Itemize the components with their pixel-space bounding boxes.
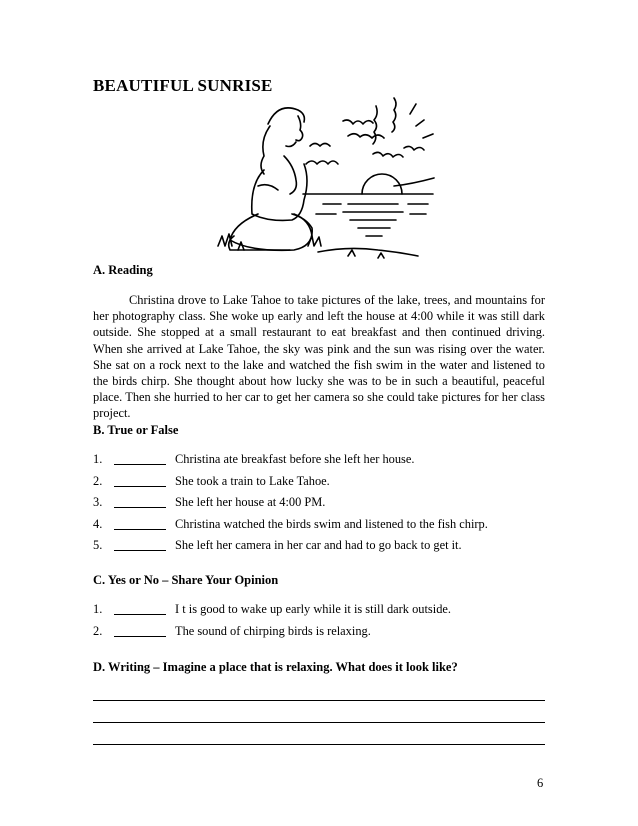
answer-blank[interactable] — [114, 529, 166, 530]
page-number: 6 — [537, 776, 544, 790]
item-text: Christina ate breakfast before she left her house. — [175, 452, 415, 466]
item-number: 4. — [93, 516, 103, 531]
answer-blank[interactable] — [114, 614, 166, 615]
item-text: She took a train to Lake Tahoe. — [175, 473, 330, 488]
answer-blank[interactable] — [114, 486, 166, 487]
list-item — [93, 624, 545, 646]
item-number: 2. — [93, 623, 103, 638]
item-number: 2. — [93, 473, 103, 488]
list-item — [93, 517, 545, 539]
writing-line[interactable] — [93, 722, 545, 723]
item-text: The sound of chirping birds is relaxing. — [175, 623, 371, 638]
item-number: 5. — [93, 538, 103, 552]
reading-passage: Christina drove to Lake Tahoe to take pictures of the lake, trees, and mountains for her photography class. She woke up early and left the house at 4:00 while it was still dark outside. She stopped at a small restaurant to eat breakfast and then continued driving. When she arrived at Lake Tahoe, the sky was pink and the sun was rising over the water. She sat on a rock next to the lake and watched the fish swim in the water and listened to the birds chirp. She thought about how lucky she was to be in such a beautiful, peaceful place. Then she hurried to her car to get her camera so she could take pictures for her class project. — [93, 293, 545, 421]
item-text: She left her house at 4:00 PM. — [175, 495, 326, 509]
item-text: She left her camera in her car and had to go back to get it. — [175, 538, 462, 552]
section-c-heading: C. Yes or No – Share Your Opinion — [93, 573, 279, 587]
writing-line[interactable] — [93, 744, 545, 745]
true-false-list — [93, 452, 545, 560]
item-text: I t is good to wake up early while it is still dark outside. — [175, 602, 451, 616]
section-a-heading: A. Reading — [93, 263, 153, 277]
item-number: 1. — [93, 602, 103, 616]
woman-watching-sunrise-illustration — [198, 86, 448, 266]
list-item — [93, 538, 545, 560]
yes-no-list — [93, 602, 545, 645]
item-number: 3. — [93, 495, 103, 509]
writing-line[interactable] — [93, 700, 545, 701]
list-item — [93, 474, 545, 496]
section-b-heading: B. True or False — [93, 423, 179, 437]
item-text: Christina watched the birds swim and listened to the fish chirp. — [175, 516, 488, 531]
answer-blank[interactable] — [114, 464, 166, 465]
list-item — [93, 452, 545, 474]
answer-blank[interactable] — [114, 550, 166, 551]
answer-blank[interactable] — [114, 507, 166, 508]
page-title: BEAUTIFUL SUNRISE — [93, 76, 273, 95]
answer-blank[interactable] — [114, 636, 166, 637]
list-item — [93, 495, 545, 517]
list-item — [93, 602, 545, 624]
section-d-heading: D. Writing – Imagine a place that is relaxing. What does it look like? — [93, 660, 458, 674]
item-number: 1. — [93, 452, 103, 466]
